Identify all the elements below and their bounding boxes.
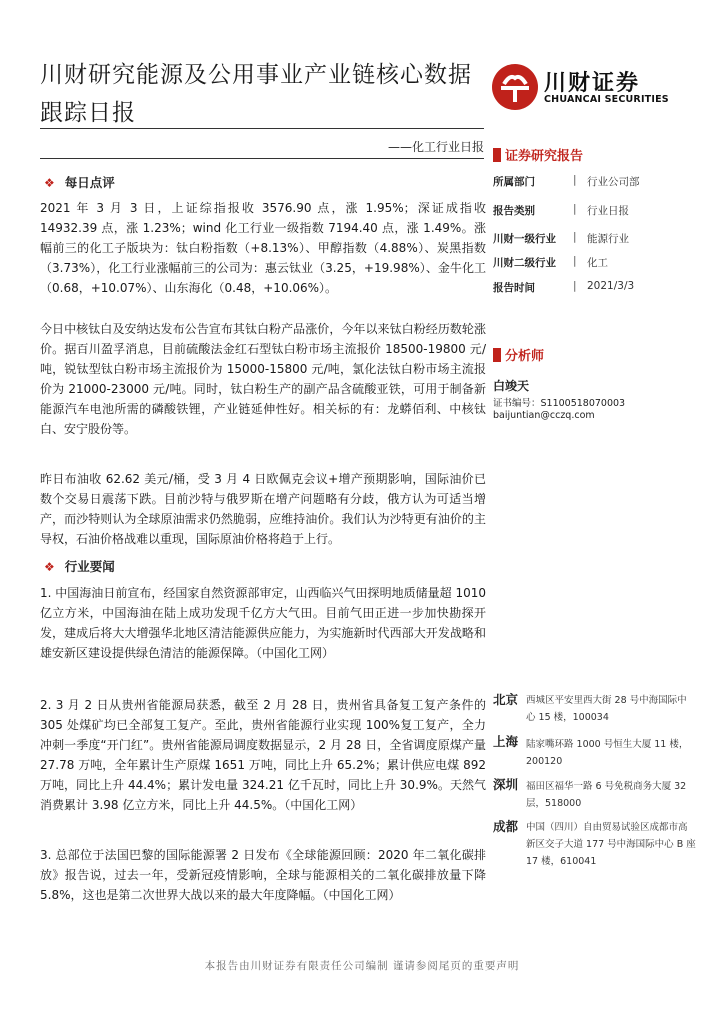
diamond-icon: ❖	[44, 560, 55, 574]
office-address-beijing: 西城区平安里西大街 28 号中海国际中心 15 楼，100034	[526, 695, 687, 723]
report-subtitle: ——化工行业日报	[387, 140, 484, 154]
title-rule-bottom	[40, 158, 484, 159]
analyst-heading: 分析师	[493, 345, 683, 364]
daily-paragraph-3: 昨日布油收 62.62 美元/桶，受 3 月 4 日欧佩克会议+增产预期影响，国际油价已数个交易日震荡下跌。目前沙特与俄罗斯在增产问题略有分歧，俄方认为可适当增产，而沙特则认为全球原油需求仍然脆弱，应维持油价。我们认为沙特更有油价的主导权，石油价格战难以重现，国际原油价格将趋于上行。	[40, 472, 486, 546]
title-rule-top	[40, 128, 484, 129]
analyst-cert: 证书编号：S1100518070003	[493, 398, 626, 409]
office-address-shenzhen: 福田区福华一路 6 号免税商务大厦 32 层，518000	[526, 781, 687, 809]
news-item-1: 1. 中国海油日前宣布，经国家自然资源部审定，山西临兴气田探明地质储量超 1010 亿立方米，中国海油在陆上成功发现千亿方大气田。目前气田正进一步加快勘探开发，建成后将大大增强华北地区清洁能源供应能力，为实施新时代西部大开发战略和雄安新区建设提供绿色清洁的能源保障。（中国化工网）	[40, 586, 486, 660]
analyst-name: 白竣天	[493, 379, 530, 393]
news-item-2: 2. 3 月 2 日从贵州省能源局获悉，截至 2 月 28 日，贵州省具备复工复产条件的 305 处煤矿均已全部复工复产。至此，贵州省能源行业实现 100%复工复产，全力冲刺一季度“开门红”。贵州省能源局调度数据显示，2 月 28 日，全省调度原煤产量 27.78 万吨，全年累计生产原煤 1651 万吨，同比上升 65.2%；累计供应电煤 892 万吨，同比上升 44.4%；累计发电量 324.21 亿千瓦时，同比上升 30.9%。天然气消费累计 3.98 亿立方米，同比上升 44.5%。（中国化工网）	[40, 698, 486, 812]
page-footer: 本报告由川财证券有限责任公司编制 谨请参阅尾页的重要声明	[204, 960, 520, 972]
office-city-shanghai: 上海	[493, 734, 519, 749]
report-title: 川财研究能源及公用事业产业链核心数据跟踪日报	[40, 62, 472, 126]
office-city-chengdu: 成都	[493, 819, 519, 834]
daily-comment-heading: ❖ 每日点评	[44, 175, 115, 190]
industry-news-heading: ❖ 行业要闻	[44, 559, 115, 574]
company-logo	[490, 62, 690, 112]
research-report-heading: 证券研究报告	[493, 145, 683, 164]
logo-cn-text: 川财证券	[544, 71, 641, 96]
office-address-chengdu: 中国（四川）自由贸易试验区成都市高新区交子大道 177 号中海国际中心 B 座 17 楼，610041	[526, 822, 696, 867]
office-address-shanghai: 陆家嘴环路 1000 号恒生大厦 11 楼，200120	[526, 739, 689, 767]
office-city-beijing: 北京	[493, 692, 519, 707]
red-bar-icon	[493, 148, 501, 162]
logo-mark-icon	[490, 62, 540, 112]
daily-paragraph-2: 今日中核钛白及安纳达发布公告宣布其钛白粉产品涨价，今年以来钛白粉经历数轮涨价。据百川盈孚消息，目前硫酸法金红石型钛白粉市场主流报价 18500-19800 元/吨，锐钛型钛白粉市场主流报价为 15000-15800 元/吨，氯化法钛白粉市场主流报价为 21000-23000 元/吨。同时，钛白粉生产的副产品含硫酸亚铁，可用于制备新能源汽车电池所需的磷酸铁锂，产业链延伸性好。相关标的有：龙蟒佰利、中核钛白、安宁股份等。	[40, 322, 486, 436]
daily-paragraph-1: 2021 年 3 月 3 日，上证综指报收 3576.90 点，涨 1.95%；深证成指收 14932.39 点，涨 1.23%；wind 化工行业一级指数 7194.40 点，涨 1.49%。涨幅前三的化工子版块为：钛白粉指数（+8.13%）、甲醇指数（4.88%）、炭黑指数（3.73%），化工行业涨幅前三的公司为：惠云钛业（3.25，+19.98%）、金牛化工（0.68，+10.07%）、山东海化（0.48，+10.06%）。	[40, 201, 486, 295]
office-city-shenzhen: 深圳	[493, 777, 519, 792]
analyst-email[interactable]: baijuntian@cczq.com	[493, 410, 595, 421]
news-item-3: 3. 总部位于法国巴黎的国际能源署 2 日发布《全球能源回顾：2020 年二氧化碳排放》报告说，过去一年，受新冠疫情影响，全球与能源相关的二氧化碳排放量下降 5.8%，这也是第二次世界大战以来的最大年度降幅。（中国化工网）	[40, 848, 486, 902]
diamond-icon: ❖	[44, 176, 55, 190]
red-bar-icon	[493, 348, 501, 362]
logo-en-text: CHUANCAI SECURITIES	[544, 94, 669, 105]
